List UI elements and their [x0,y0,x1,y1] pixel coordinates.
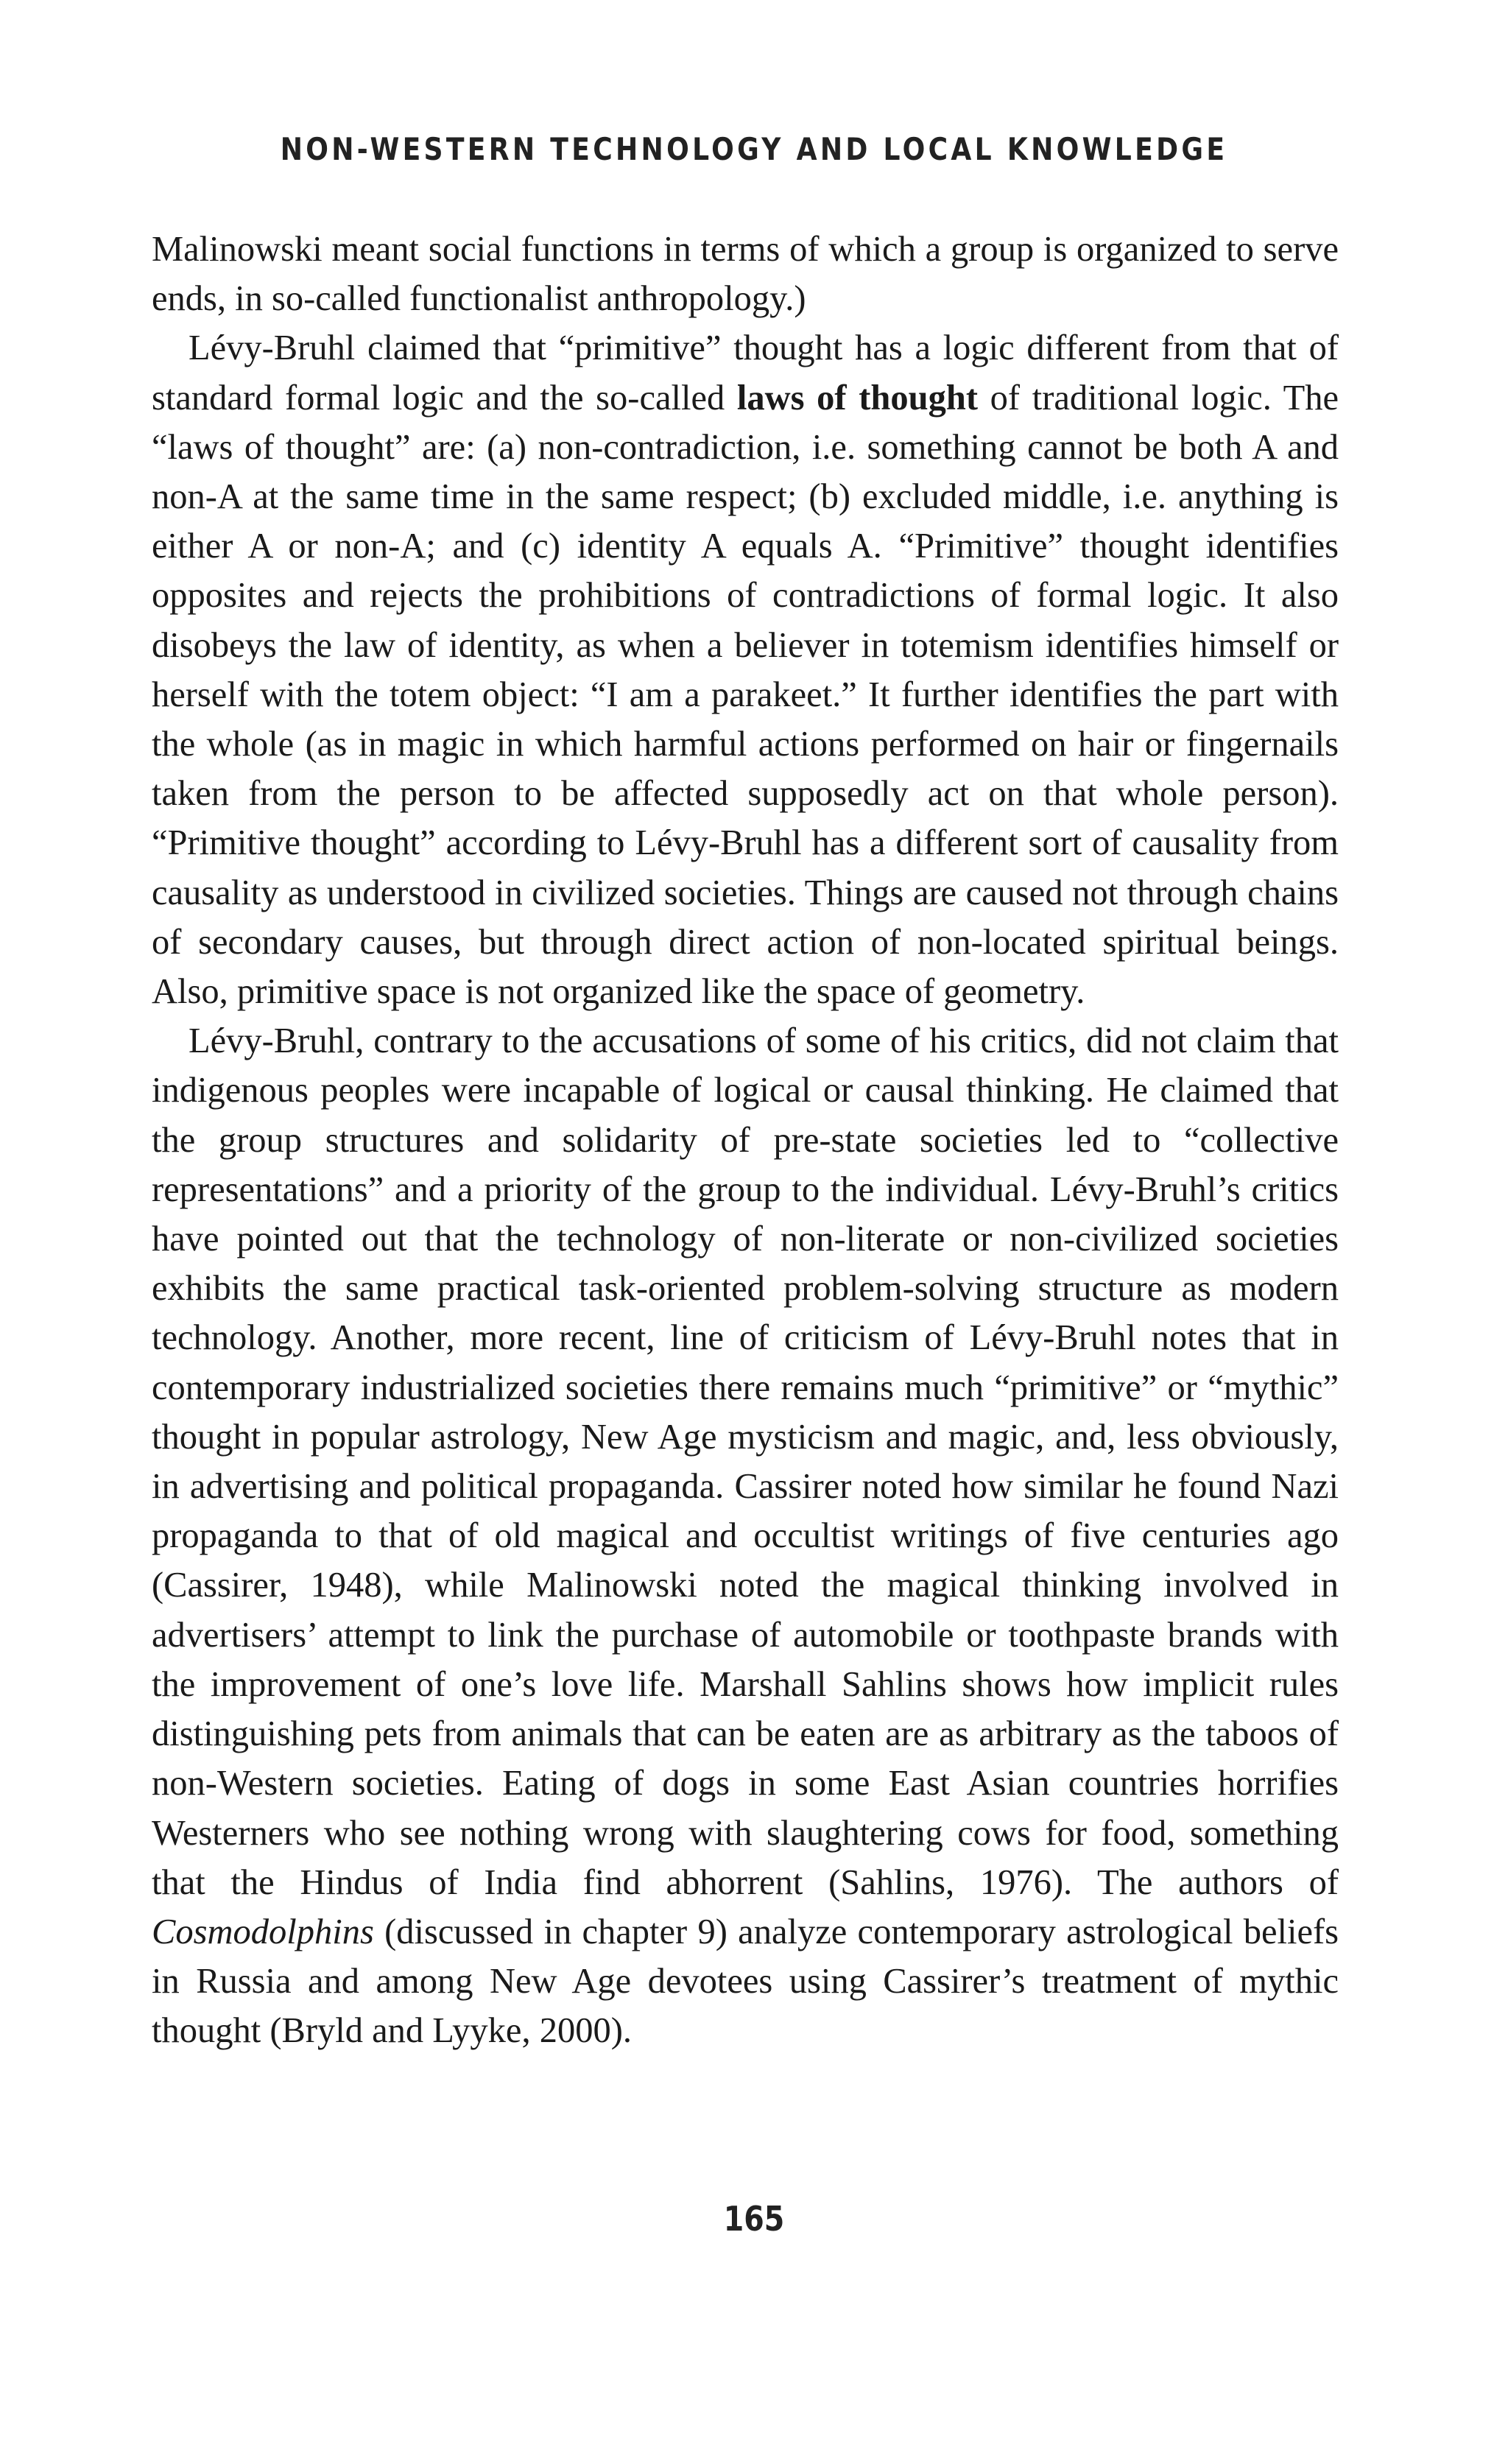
running-header: NON-WESTERN TECHNOLOGY AND LOCAL KNOWLEDGE [280,131,1228,167]
paragraph-continued: Malinowski meant social functions in terms of which a group is organized to serve ends, in so-called functionalist anthropology.) [152,230,1339,319]
body-text [152,225,1339,2056]
paragraph-levy-bruhl-logic [152,323,1339,1016]
paragraph-text: (discussed in chapter 9) analyze contemporary astrological beliefs in Russia and among New Age devotees using Cassirer’s treatment of mythic thought (Bryld and Lyyke, 2000). [152,1912,1339,2051]
paragraph-text: Lévy-Bruhl, contrary to the accusations of some of his critics, did not claim that indigenous peoples were incapable of logical or causal thinking. He claimed that the group structures and solidarity of pre-state societies led to “collective representations” and a priority of the group to the individual. Lévy-Bruhl’s critics have pointed out that the technology of non-literate or non-civilized societies exhibits the same practical task-oriented problem-solving structure as modern technology. Another, more recent, line of criticism of Lévy-Bruhl notes that in contemporary industrialized societies there remains much “primitive” or “mythic” thought in popular astrology, New Age mysticism and magic, and, less obviously, in advertising and political propaganda. Cassirer noted how similar he found Nazi propaganda to that of old magical and occultist writings of five centuries ago (Cassirer, 1948), while Malinowski noted the magical thinking involved in advertisers’ attempt to link the purchase of automobile or toothpaste brands with the improvement of one’s love life. Marshall Sahlins shows how implicit rules distinguishing pets from animals that can be eaten are as arbitrary as the taboos of non-Western societies. Eating of dogs in some East Asian countries horrifies Westerners who see nothing wrong with slaughtering cows for food, something that the Hindus of India find abhorrent (Sahlins, 1976). The authors of [152,1021,1339,1902]
paragraph-text: Lévy-Bruhl claimed that “primitive” thought has a logic different from that of standard formal logic and the so-called [152,328,1339,418]
page-number: 165 [723,2199,785,2239]
paragraph-text: of traditional logic. The “laws of thought” are: (a) non-contradiction, i.e. something cannot be both A and non-A at the same time in the same respect; (b) excluded middle, i.e. anything is either A or non-A; and (c) identity A equals A. “Primitive” thought identifies opposites and rejects the prohibitions of contradictions of formal logic. It also disobeys the law of identity, as when a believer in totemism identifies himself or herself with the totem object: “I am a parakeet.” It further identifies the part with the whole (as in magic in which harmful actions performed on hair or fingernails taken from the person to be affected supposedly act on that whole person). “Primitive thought” according to Lévy-Bruhl has a different sort of causality from causality as understood in civilized societies. Things are caused not through chains of secondary causes, but through direct action of non-located spiritual beings. Also, primitive space is not organized like the space of geometry. [152,378,1339,1012]
paragraph-levy-bruhl-critics [152,1016,1339,2055]
italic-title-cosmodolphins: Cosmodolphins [152,1912,374,1951]
bold-term-laws-of-thought: laws of thought [736,378,978,418]
